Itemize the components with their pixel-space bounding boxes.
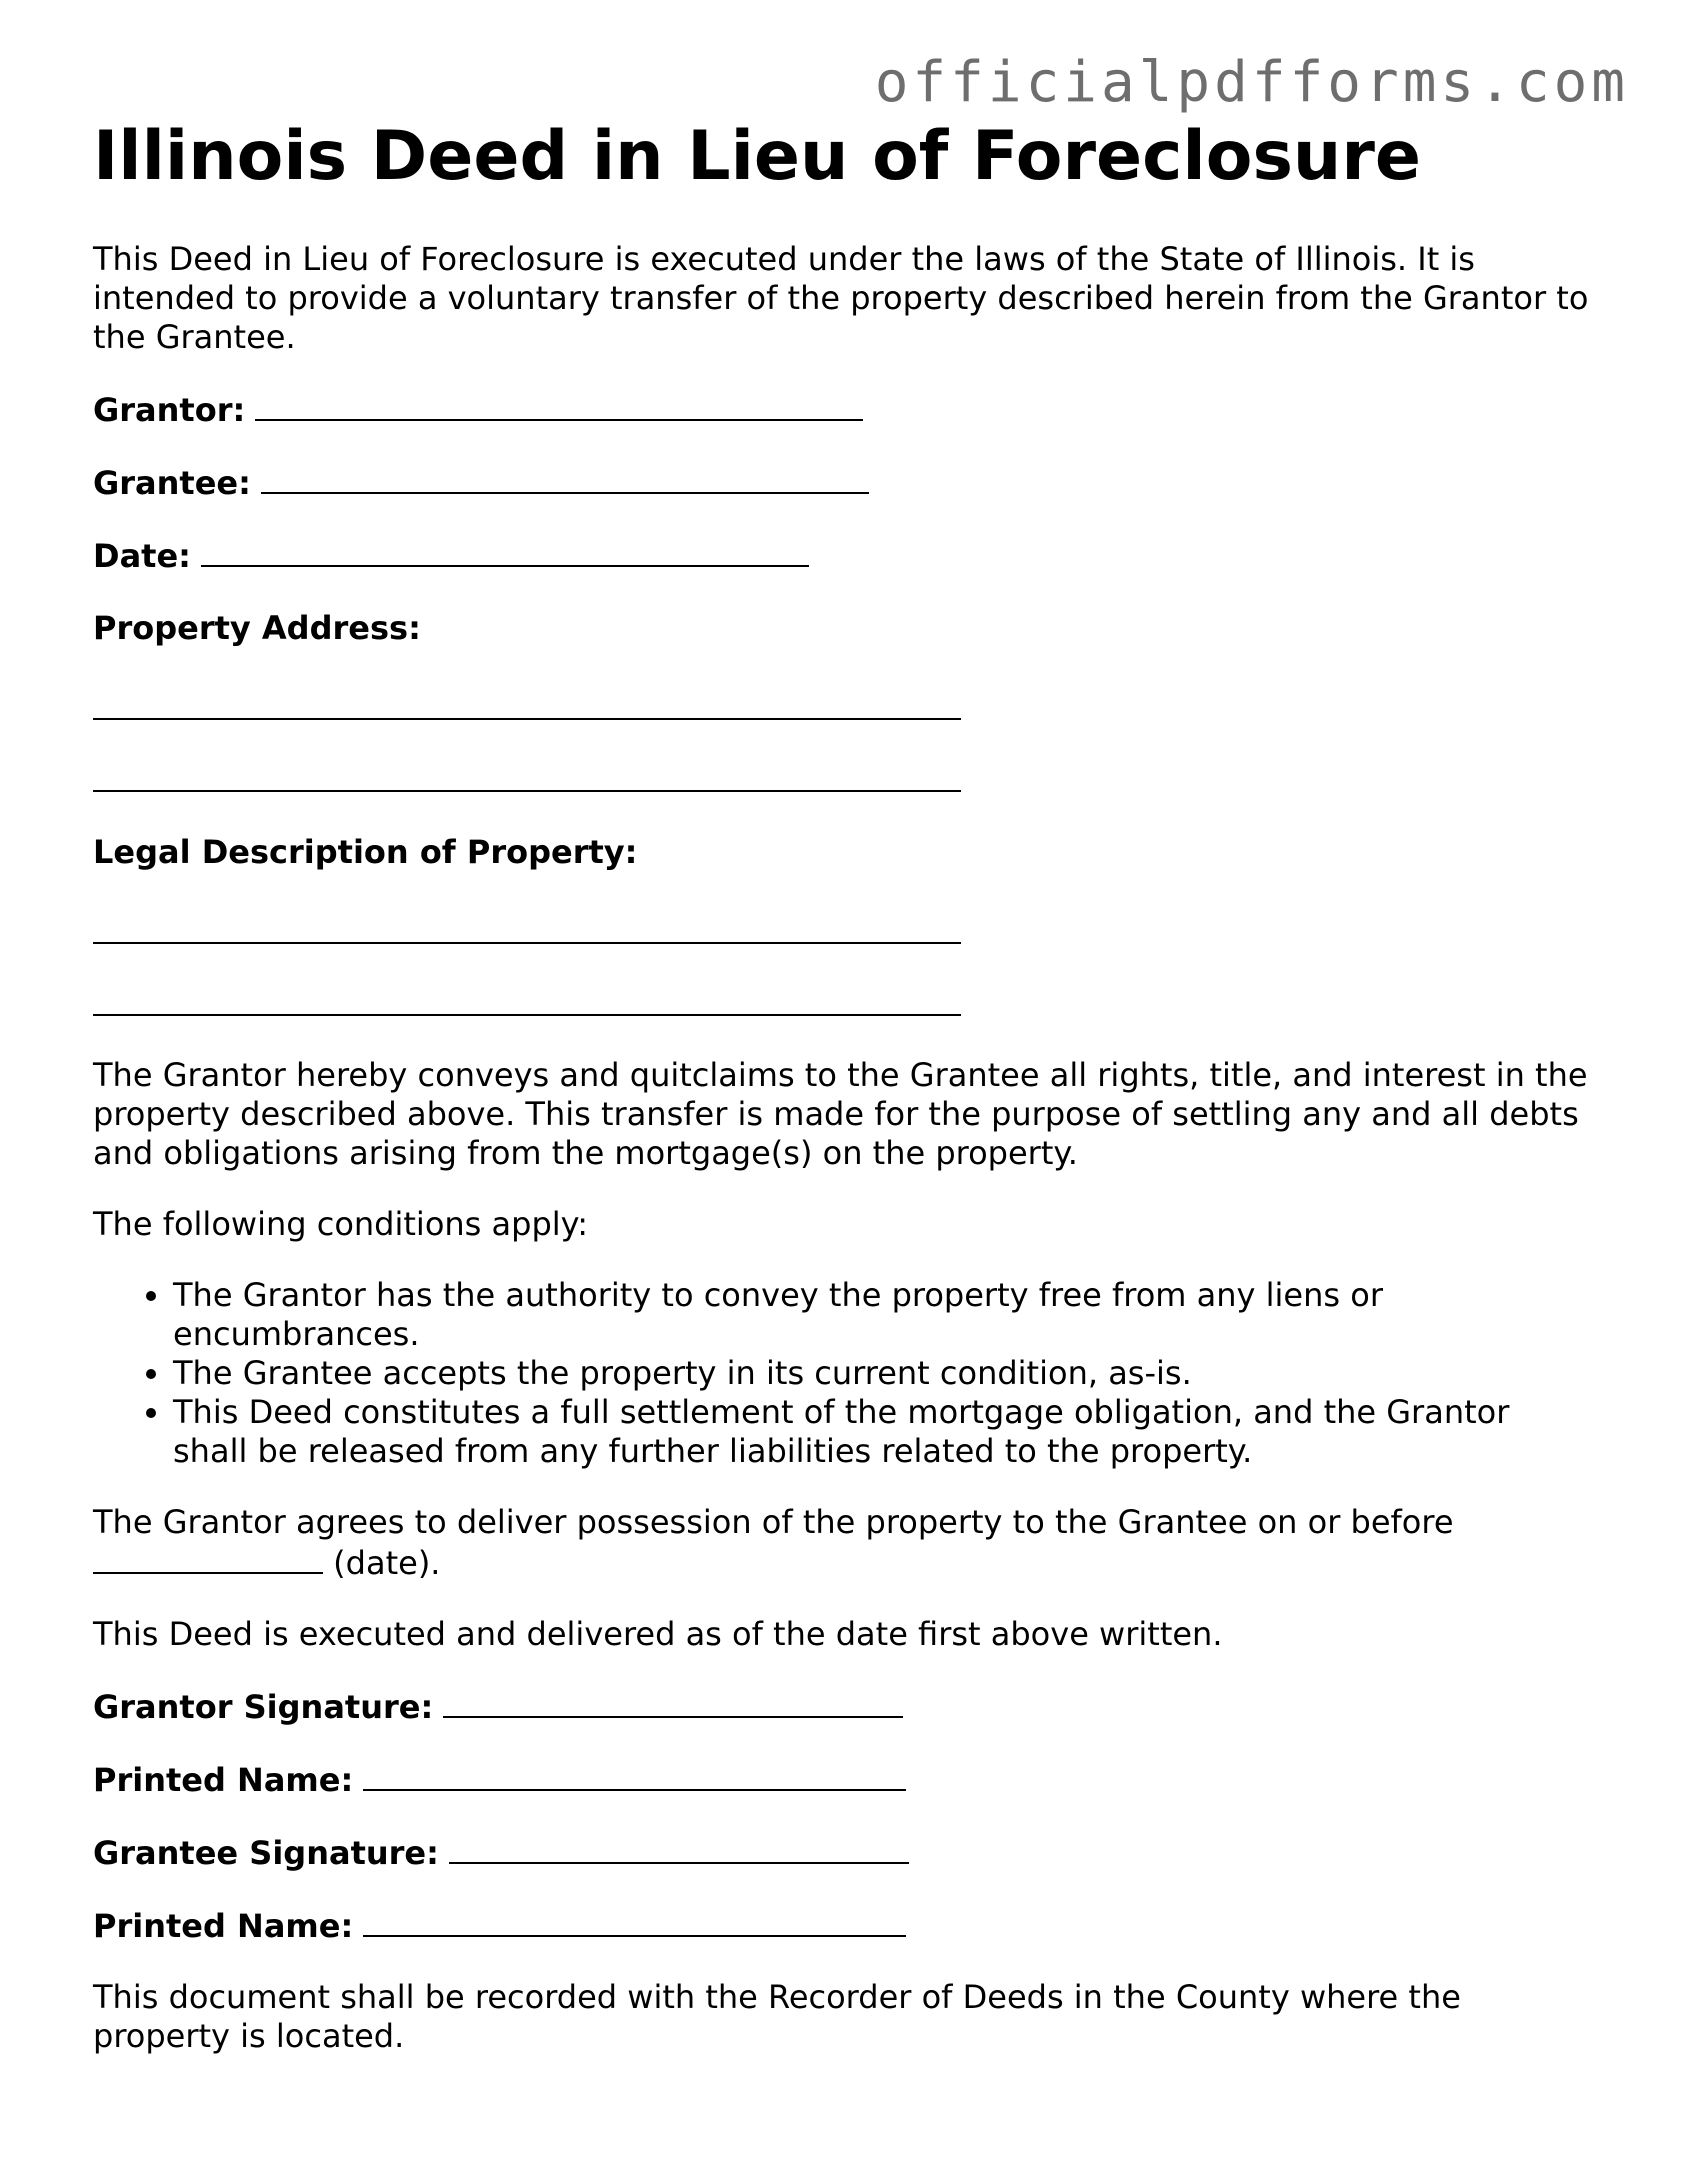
document-title: Illinois Deed in Lieu of Foreclosure <box>93 117 1421 196</box>
grantee-printed-name-field <box>93 1905 1593 1946</box>
grantor-signature-label: Grantor Signature: <box>93 1688 434 1727</box>
grantee-blank[interactable] <box>261 462 869 494</box>
list-item: • This Deed constitutes a full settlement of the mortgage obligation, and the Grantor shall be released from any further liabilities related to the property. <box>173 1393 1593 1471</box>
grantee-label: Grantee: <box>93 464 251 503</box>
grantor-printed-name-blank[interactable] <box>363 1759 906 1791</box>
executed-paragraph: This Deed is executed and delivered as of the date first above written. <box>93 1615 1223 1654</box>
legal-description-lines <box>93 904 1593 1016</box>
grantor-blank[interactable] <box>255 389 863 421</box>
property-address-line-1[interactable] <box>93 718 961 720</box>
grantee-field <box>93 462 1593 503</box>
grantor-signature-blank[interactable] <box>443 1686 903 1718</box>
property-address-label: Property Address: <box>93 609 421 648</box>
legal-description-line-1[interactable] <box>93 942 961 944</box>
possession-suffix: (date). <box>333 1544 441 1583</box>
grantor-label: Grantor: <box>93 391 246 430</box>
grantee-printed-name-label: Printed Name: <box>93 1907 354 1946</box>
recording-paragraph: This document shall be recorded with the Recorder of Deeds in the County where the property is located. <box>93 1978 1461 2056</box>
grantor-signature-field <box>93 1686 1593 1727</box>
list-item: • The Grantor has the authority to convey the property free from any liens or encumbrances. <box>173 1276 1593 1354</box>
grantee-signature-field <box>93 1832 1593 1873</box>
conveyance-paragraph: The Grantor hereby conveys and quitclaims to the Grantee all rights, title, and interest in the property described above. This transfer is made for the purpose of settling any and all debts and obligations arising from the mortgage(s) on the property. <box>93 1056 1588 1173</box>
possession-prefix: The Grantor agrees to deliver possession of the property to the Grantee on or before <box>93 1503 1454 1542</box>
possession-date-blank[interactable] <box>93 1542 323 1574</box>
document-page <box>93 118 1593 2088</box>
property-address-lines <box>93 680 1593 792</box>
grantor-field <box>93 389 1593 430</box>
grantee-signature-label: Grantee Signature: <box>93 1834 439 1873</box>
legal-description-line-2[interactable] <box>93 1014 961 1016</box>
grantor-printed-name-label: Printed Name: <box>93 1761 354 1800</box>
property-address-line-2[interactable] <box>93 790 961 792</box>
list-item: • The Grantee accepts the property in its current condition, as-is. <box>173 1354 1593 1393</box>
conditions-list <box>93 1276 1593 1471</box>
date-label: Date: <box>93 537 191 576</box>
intro-paragraph: This Deed in Lieu of Foreclosure is executed under the laws of the State of Illinois. It is intended to provide a voluntary transfer of the property described herein from the Grantor to the Grantee. <box>93 240 1589 357</box>
grantee-signature-blank[interactable] <box>449 1832 909 1864</box>
possession-paragraph <box>93 1503 1593 1583</box>
date-blank[interactable] <box>201 535 809 567</box>
watermark-logo: officialpdfforms.com <box>874 50 1629 115</box>
legal-description-label: Legal Description of Property: <box>93 833 638 872</box>
grantee-printed-name-blank[interactable] <box>363 1905 906 1937</box>
date-field <box>93 535 1593 576</box>
conditions-intro: The following conditions apply: <box>93 1205 589 1244</box>
grantor-printed-name-field <box>93 1759 1593 1800</box>
